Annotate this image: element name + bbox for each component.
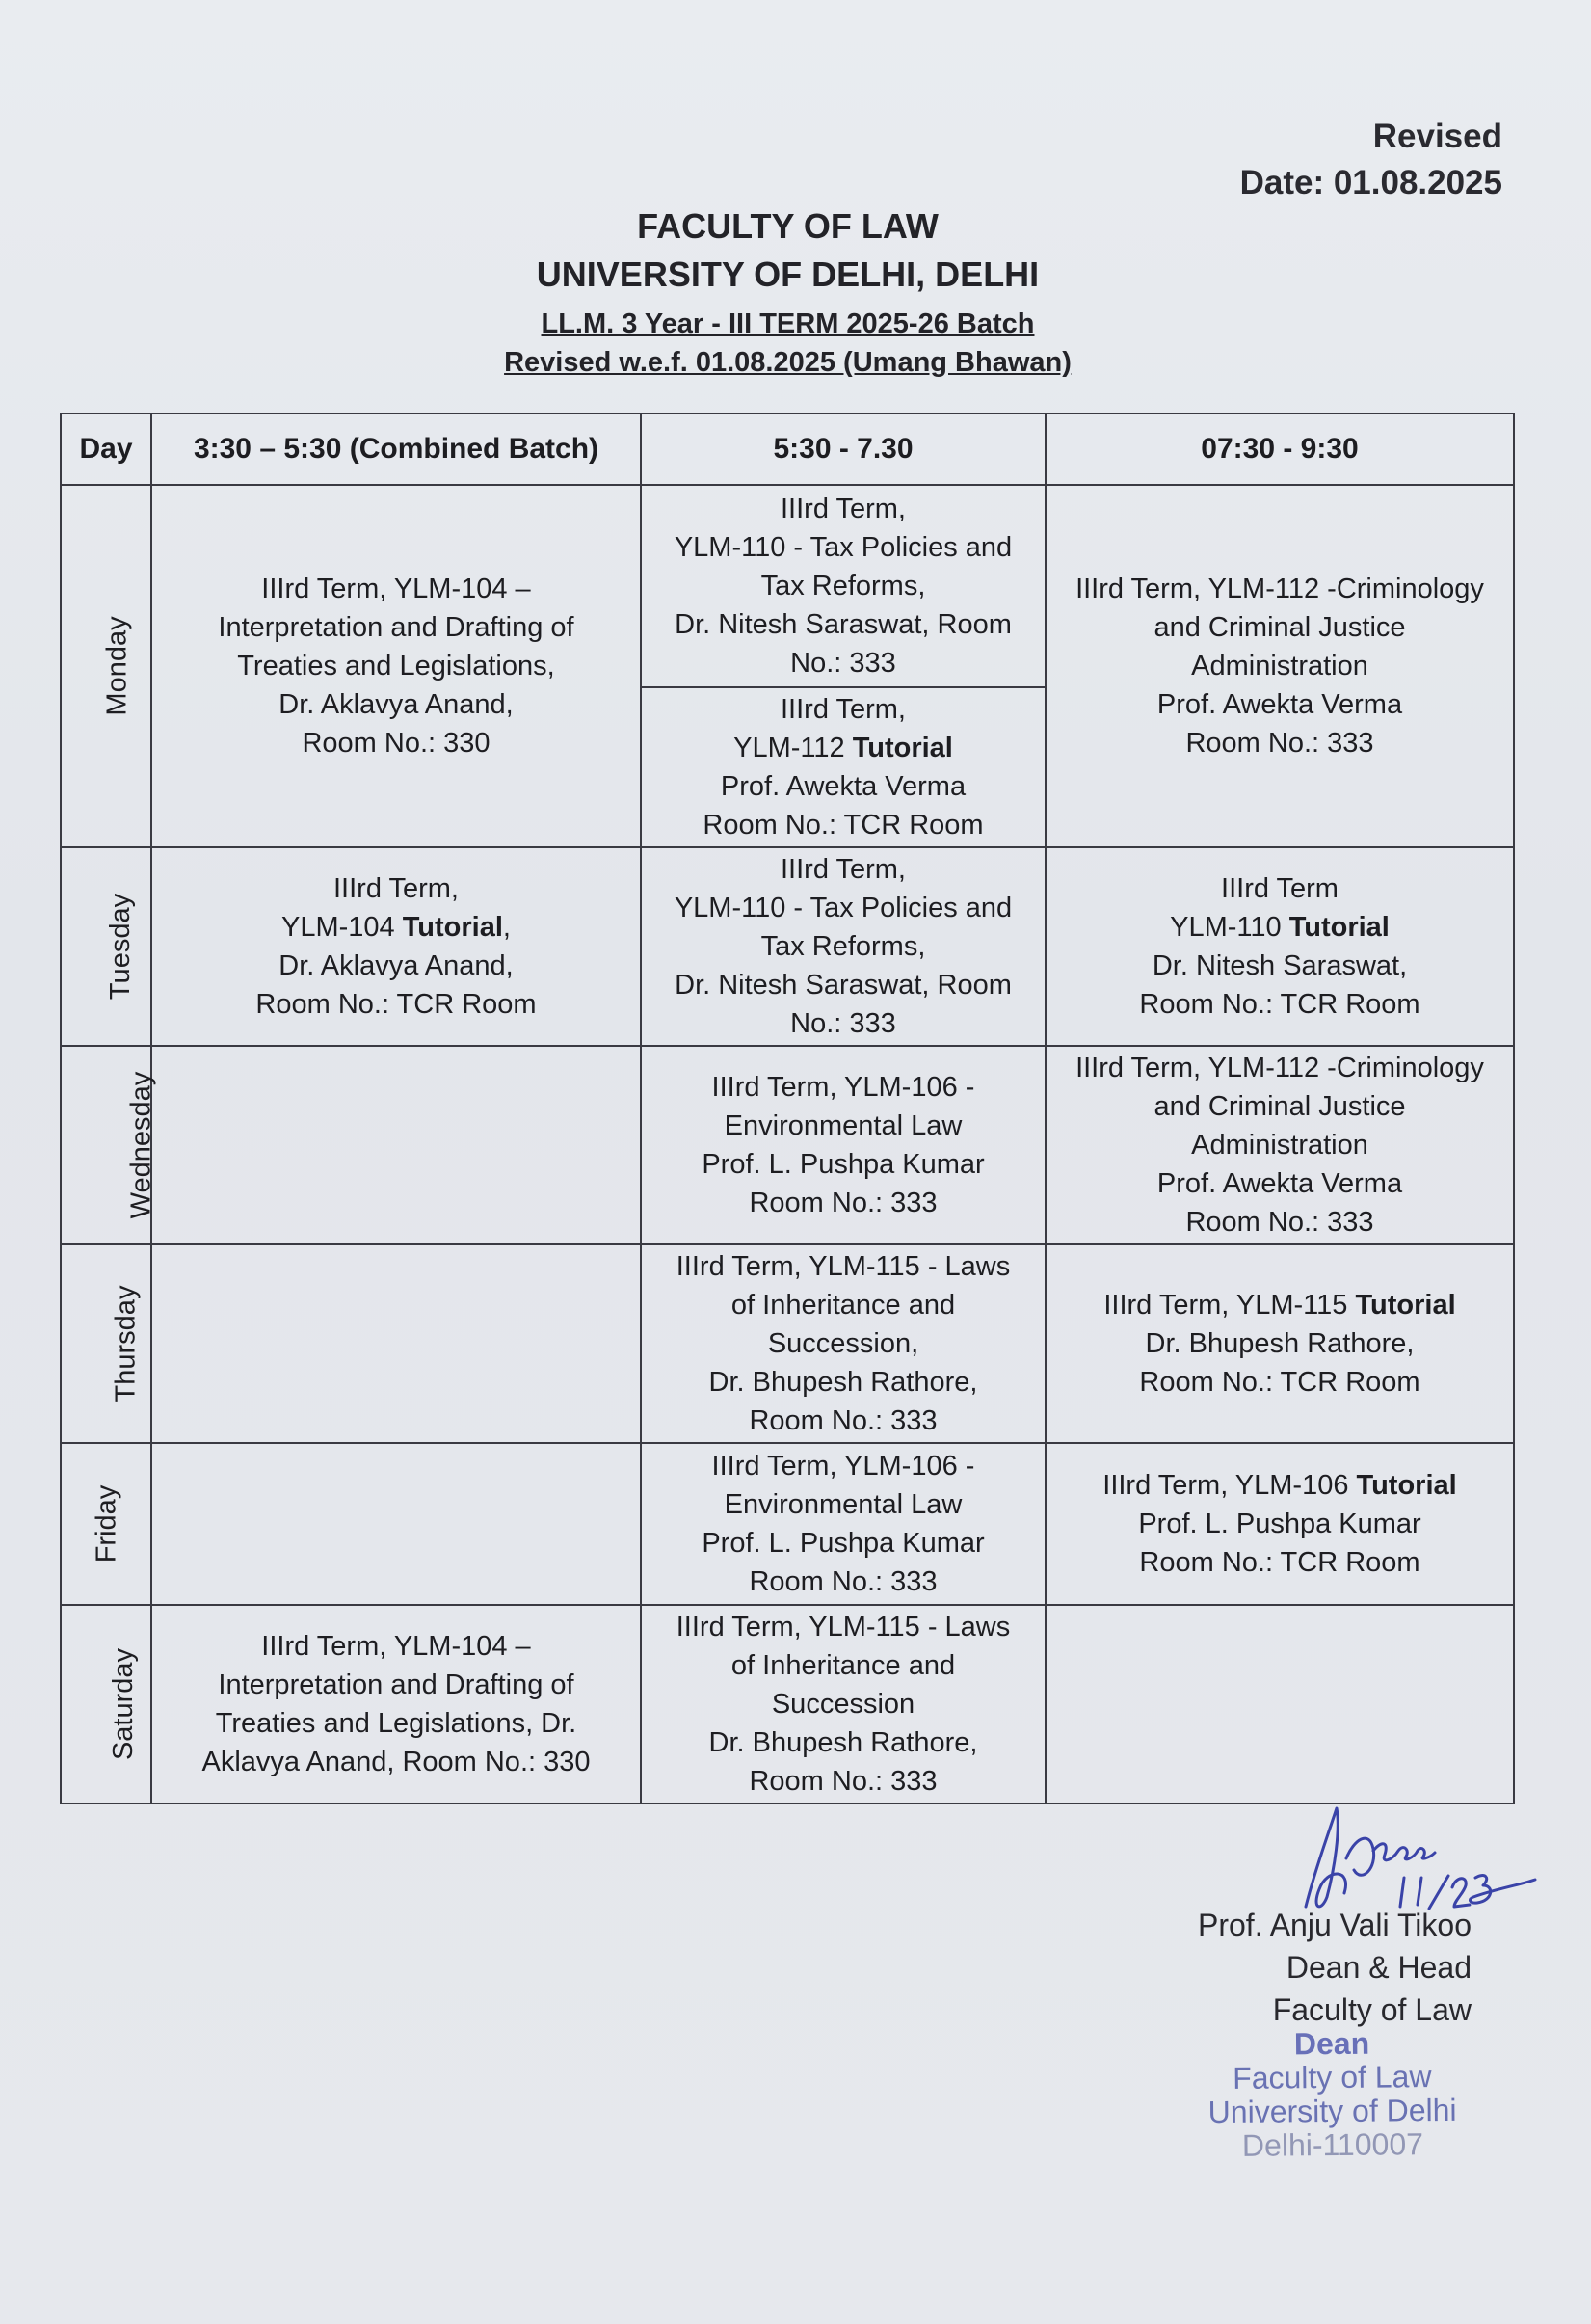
cell-line: YLM-110 - Tax Policies and <box>674 532 1013 563</box>
cell-line: Prof. L. Pushpa Kumar <box>1138 1509 1421 1539</box>
header-day: Day <box>61 414 151 485</box>
cell-line: Succession <box>771 1689 915 1720</box>
monday-slot-2a <box>641 485 1046 687</box>
tutorial-label: Tutorial <box>1356 1470 1457 1501</box>
course-title: LL.M. 3 Year - III TERM 2025-26 Batch <box>541 308 1035 339</box>
wednesday-row <box>61 1046 1514 1244</box>
timetable <box>60 413 1515 1804</box>
signature-block <box>1198 1904 1472 2031</box>
cell-line: of Inheritance and <box>730 1290 956 1321</box>
cell-line: Treaties and Legislations, <box>237 651 555 681</box>
cell-line: Dr. Nitesh Saraswat, Room <box>675 970 1012 1001</box>
tutorial-label: Tutorial <box>852 733 953 763</box>
saturday-slot-1 <box>151 1605 641 1803</box>
cell-line: IIIrd Term, YLM-104 – <box>261 1631 531 1662</box>
cell-line: Dr. Bhupesh Rathore, <box>708 1727 978 1758</box>
cell-line: Room No.: 333 <box>1185 1207 1374 1238</box>
punctuation: , <box>502 912 511 943</box>
header-slot-2: 5:30 - 7.30 <box>641 414 1046 485</box>
course-code: YLM-104 <box>281 912 403 943</box>
monday-slot-2b <box>641 687 1046 847</box>
saturday-slot-3-empty <box>1046 1605 1514 1803</box>
thursday-row <box>61 1244 1514 1443</box>
cell-line: No.: 333 <box>790 1008 896 1039</box>
tutorial-label: Tutorial <box>402 912 503 943</box>
cell-line: Prof. L. Pushpa Kumar <box>702 1149 985 1180</box>
cell-line: IIIrd Term, YLM-106 - <box>711 1451 975 1482</box>
cell-line: Environmental Law <box>724 1110 963 1141</box>
cell-line: Room No.: 333 <box>749 1405 938 1436</box>
day-thursday <box>61 1244 151 1443</box>
revised-date: Date: 01.08.2025 <box>1239 164 1502 201</box>
cell-line: IIIrd Term, <box>781 854 906 885</box>
revised-block <box>1240 114 1502 206</box>
tutorial-label: Tutorial <box>1288 912 1390 943</box>
friday-row <box>61 1443 1514 1605</box>
day-wednesday <box>61 1046 157 1244</box>
cell-line: IIIrd Term, <box>781 694 906 725</box>
cell-line: Room No.: 330 <box>302 728 491 759</box>
friday-slot-2 <box>641 1443 1046 1605</box>
stamp-line-2: Faculty of Law <box>1233 2059 1432 2096</box>
saturday-slot-2 <box>641 1605 1046 1803</box>
tutorial-label: Tutorial <box>1355 1290 1456 1321</box>
stamp-line-1: Dean <box>1293 2025 1370 2062</box>
tuesday-slot-2 <box>641 847 1046 1046</box>
tuesday-slot-3 <box>1046 847 1514 1046</box>
friday-slot-1-empty <box>151 1443 641 1605</box>
cell-line: Room No.: TCR Room <box>1139 1547 1420 1578</box>
cell-line: IIIrd Term, YLM-112 -Criminology <box>1075 1053 1484 1083</box>
cell-line: IIIrd Term, YLM-104 – <box>261 574 531 604</box>
cell-line: Interpretation and Drafting of <box>218 1670 574 1700</box>
monday-row <box>61 485 1514 687</box>
stamp-line-3: University of Delhi <box>1207 2092 1457 2130</box>
cell-line: Administration <box>1191 651 1368 681</box>
cell-line: and Criminal Justice <box>1153 1091 1406 1122</box>
stamp-line-4: Delhi-110007 <box>1241 2126 1424 2163</box>
signatory-department: Faculty of Law <box>1272 1992 1472 2027</box>
cell-line: Dr. Aklavya Anand, <box>278 689 514 720</box>
day-friday <box>61 1443 151 1605</box>
cell-line: Tax Reforms, <box>760 931 926 962</box>
official-stamp <box>1155 2025 1508 2163</box>
day-label: Thursday <box>110 1285 142 1402</box>
day-label: Monday <box>101 616 133 716</box>
university-title: UNIVERSITY OF DELHI, DELHI <box>536 254 1040 294</box>
signatory-title: Dean & Head <box>1286 1950 1472 1985</box>
day-monday <box>61 485 151 847</box>
cell-line: Dr. Nitesh Saraswat, <box>1152 950 1408 981</box>
day-label: Tuesday <box>105 893 137 1001</box>
cell-line: Room No.: TCR Room <box>1139 1367 1420 1398</box>
friday-slot-3 <box>1046 1443 1514 1605</box>
day-label: Friday <box>91 1484 122 1563</box>
cell-line: IIIrd Term <box>1221 873 1339 904</box>
cell-line: Room No.: 333 <box>749 1188 938 1218</box>
cell-line: Treaties and Legislations, Dr. <box>215 1708 577 1739</box>
cell-line: Dr. Nitesh Saraswat, Room <box>675 609 1012 640</box>
cell-line: IIIrd Term, YLM-115 - Laws <box>676 1612 1011 1643</box>
cell-line <box>1052 1466 1507 1505</box>
course-code: IIIrd Term, YLM-106 <box>1102 1470 1357 1501</box>
cell-line: No.: 333 <box>790 648 896 679</box>
cell-line: Interpretation and Drafting of <box>218 612 574 643</box>
cell-line: Succession, <box>767 1328 919 1359</box>
cell-line: Room No.: TCR Room <box>1139 989 1420 1020</box>
course-code: YLM-112 <box>733 733 853 763</box>
cell-line: Tax Reforms, <box>760 571 926 601</box>
cell-line: of Inheritance and <box>730 1650 956 1681</box>
cell-line: Room No.: TCR Room <box>255 989 537 1020</box>
faculty-title: FACULTY OF LAW <box>637 206 939 246</box>
cell-line: Aklavya Anand, Room No.: 330 <box>201 1747 591 1777</box>
cell-line: Prof. Awekta Verma <box>1156 1168 1403 1199</box>
cell-line: IIIrd Term, YLM-106 - <box>711 1072 975 1103</box>
monday-slot-1 <box>151 485 641 847</box>
cell-line: Room No.: TCR Room <box>703 810 984 841</box>
thursday-slot-2 <box>641 1244 1046 1443</box>
cell-line: YLM-110 - Tax Policies and <box>674 893 1013 923</box>
cell-line: and Criminal Justice <box>1153 612 1406 643</box>
thursday-slot-1-empty <box>151 1244 641 1443</box>
day-tuesday <box>61 847 151 1046</box>
cell-line: Prof. Awekta Verma <box>1156 689 1403 720</box>
day-label: Wednesday <box>125 1071 157 1219</box>
cell-line <box>158 908 634 947</box>
thursday-slot-3 <box>1046 1244 1514 1443</box>
cell-line: Prof. L. Pushpa Kumar <box>702 1528 985 1559</box>
wednesday-slot-3 <box>1046 1046 1514 1244</box>
cell-line: Dr. Aklavya Anand, <box>278 950 514 981</box>
header-slot-1: 3:30 – 5:30 (Combined Batch) <box>151 414 641 485</box>
revised-label: Revised <box>1372 118 1502 155</box>
saturday-row <box>61 1605 1514 1803</box>
tuesday-row <box>61 847 1514 1046</box>
cell-line: Prof. Awekta Verma <box>720 771 967 802</box>
cell-line: Room No.: 333 <box>1185 728 1374 759</box>
cell-line: Environmental Law <box>724 1489 963 1520</box>
cell-line <box>1052 1286 1507 1324</box>
cell-line <box>648 729 1039 767</box>
revision-note: Revised w.e.f. 01.08.2025 (Umang Bhawan) <box>504 347 1072 378</box>
cell-line: IIIrd Term, YLM-115 - Laws <box>676 1251 1011 1282</box>
cell-line: Administration <box>1191 1130 1368 1161</box>
cell-line <box>1052 908 1507 947</box>
cell-line: Room No.: 333 <box>749 1566 938 1597</box>
wednesday-slot-1-empty <box>151 1046 641 1244</box>
day-saturday <box>61 1605 151 1803</box>
monday-slot-3 <box>1046 485 1514 847</box>
cell-line: IIIrd Term, YLM-112 -Criminology <box>1075 574 1484 604</box>
cell-line: Dr. Bhupesh Rathore, <box>708 1367 978 1398</box>
cell-line: Room No.: 333 <box>749 1766 938 1797</box>
tuesday-slot-1 <box>151 847 641 1046</box>
header-row <box>61 414 1514 485</box>
header-slot-3: 07:30 - 9:30 <box>1046 414 1514 485</box>
cell-line: IIIrd Term, <box>781 494 906 524</box>
signatory-name: Prof. Anju Vali Tikoo <box>1198 1908 1472 1942</box>
day-label: Saturday <box>108 1647 140 1761</box>
wednesday-slot-2 <box>641 1046 1046 1244</box>
document-header <box>328 202 1248 382</box>
course-code: YLM-110 <box>1170 912 1289 943</box>
cell-line: IIIrd Term, <box>333 873 459 904</box>
course-code: IIIrd Term, YLM-115 <box>1103 1290 1356 1321</box>
cell-line: Dr. Bhupesh Rathore, <box>1145 1328 1415 1359</box>
